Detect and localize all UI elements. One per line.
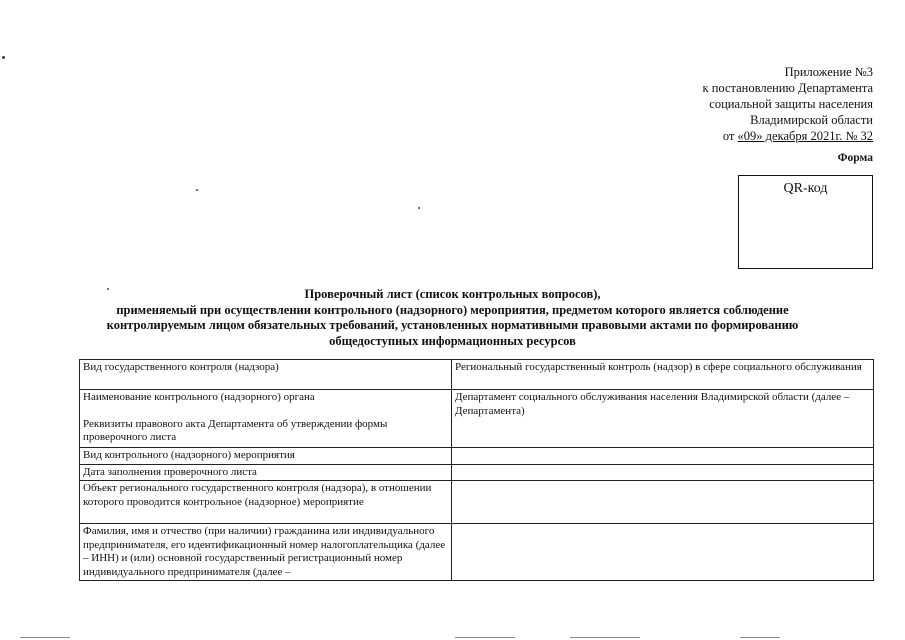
appendix-line: Приложение №3 xyxy=(784,65,873,79)
scan-edge-line xyxy=(20,637,70,638)
appendix-header xyxy=(553,64,873,144)
title-line: контролируемым лицом обязательных требований, установленных нормативными правовыми актами по формированию xyxy=(106,318,799,332)
title-line: общедоступных информационных ресурсов xyxy=(329,333,576,348)
table-cell-label: Дата заполнения проверочного листа xyxy=(80,464,452,481)
document-title xyxy=(90,287,815,349)
table-cell-label: Вид государственного контроля (надзора) xyxy=(80,360,452,390)
title-line: применяемый при осуществлении контрольного (надзорного) мероприятия, предметом которого является соблюдение xyxy=(116,302,789,317)
table-cell-value: Департамент социального обслуживания населения Владимирской области (далее – Департамента) xyxy=(452,390,874,448)
table-cell-value xyxy=(452,464,874,481)
scan-edge-line xyxy=(455,637,515,638)
table-cell-label-text: Наименование контрольного (надзорного) органа xyxy=(83,391,315,403)
table-cell-value xyxy=(452,448,874,465)
table-row xyxy=(80,481,874,524)
table-cell-label: Вид контрольного (надзорного) мероприятия xyxy=(80,448,452,465)
scan-edge-line xyxy=(740,637,780,638)
scan-speck xyxy=(196,189,198,191)
table-row xyxy=(80,448,874,465)
table-row xyxy=(80,524,874,581)
appendix-line: Владимирской области xyxy=(750,113,873,127)
table-cell-value: Региональный государственный контроль (надзор) в сфере социального обслуживания xyxy=(452,360,874,390)
title-line: Проверочный лист (список контрольных вопросов), xyxy=(304,287,601,301)
scan-speck xyxy=(2,56,5,59)
table-row xyxy=(80,360,874,390)
scan-edge-line xyxy=(570,637,640,638)
scan-speck xyxy=(418,207,420,209)
table-cell-label-subtext: Реквизиты правового акта Департамента об утверждении формы проверочного листа xyxy=(83,417,388,443)
table-row xyxy=(80,390,874,448)
table-cell-label: Объект регионального государственного контроля (надзора), в отношении которого проводится контрольное (надзорное) мероприятие xyxy=(80,481,452,524)
table-cell-label xyxy=(80,390,452,448)
table-cell-value xyxy=(452,524,874,581)
appendix-line: к постановлению Департамента xyxy=(702,81,873,95)
checklist-info-table xyxy=(79,359,874,581)
form-label: Форма xyxy=(837,152,873,164)
qr-code-label: QR-код xyxy=(783,181,828,196)
qr-code-box xyxy=(738,175,873,269)
appendix-date-line xyxy=(553,128,873,144)
table-row xyxy=(80,464,874,481)
appendix-date-prefix: от xyxy=(722,129,735,143)
appendix-line: социальной защиты населения xyxy=(709,97,873,111)
appendix-date-value: «09» декабря 2021г. № 32 xyxy=(737,129,873,143)
table-cell-label: Фамилия, имя и отчество (при наличии) гражданина или индивидуального предпринимателя, его идентификационный номер налогоплательщика (далее – ИНН) и (или) основной государственный регистрационный номер индивидуального предпринимателя (далее – xyxy=(80,524,452,581)
table-cell-value xyxy=(452,481,874,524)
